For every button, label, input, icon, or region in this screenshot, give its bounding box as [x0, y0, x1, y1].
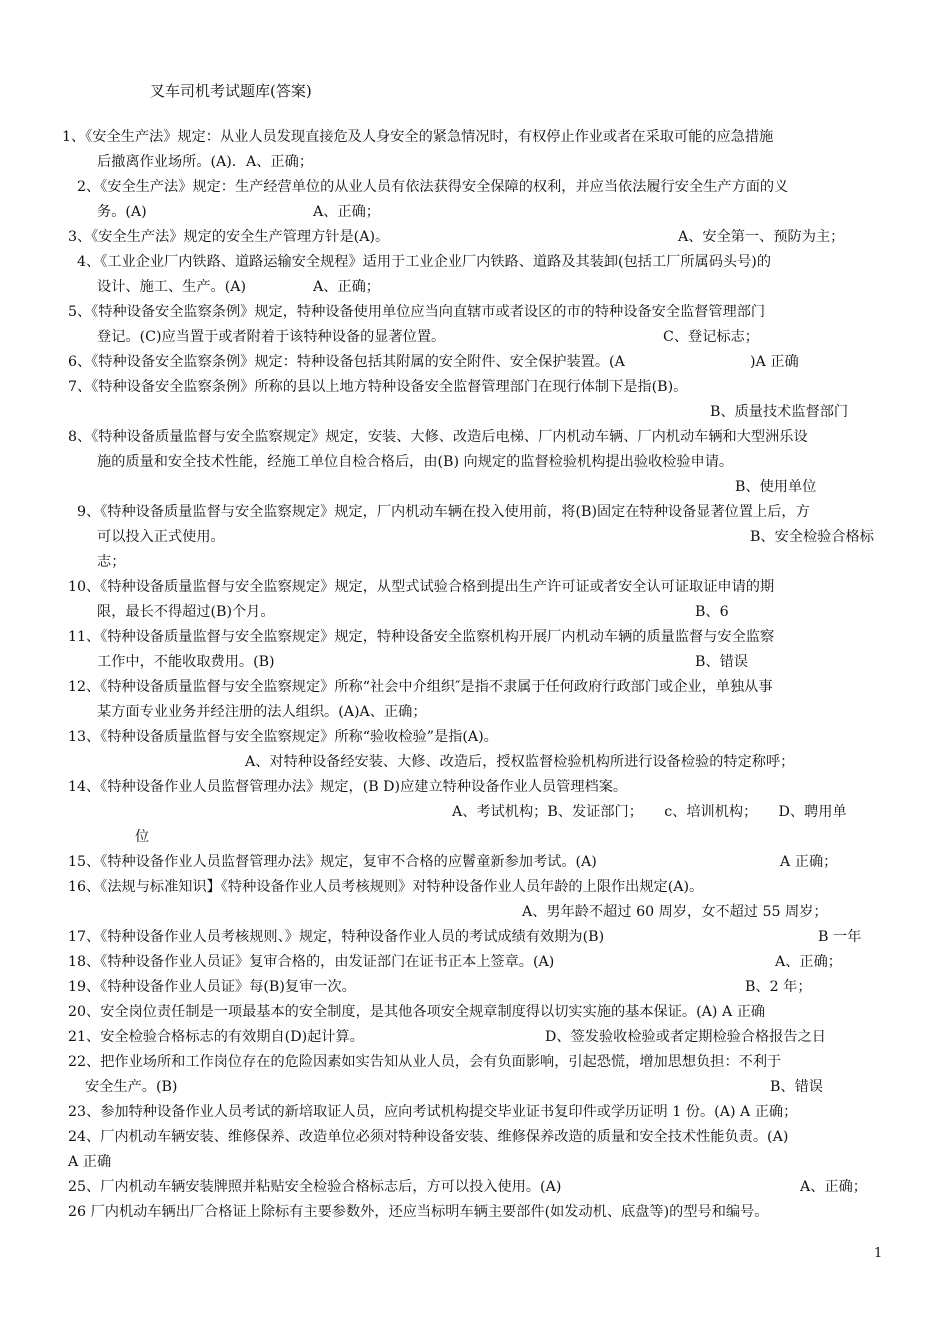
text-line: 务。(A) [97, 204, 147, 220]
text-line: 后撤离作业场所。(A)．A、正确； [97, 154, 314, 170]
text-line: 3、《安全生产法》规定的安全生产管理方针是(A)。 [68, 229, 390, 245]
answer-text: A、男年龄不超过 60 周岁，女不超过 55 周岁； [522, 904, 828, 920]
text-line: 7、《特种设备安全监察条例》所称的县以上地方特种设备安全监督管理部门在现行体制下是指(B)。 [68, 379, 688, 395]
answer-text: B、2 年； [745, 979, 812, 995]
answer-text: B、错误 [695, 654, 748, 670]
answer-text: )A 正确 [750, 354, 799, 370]
text-line: 10、《特种设备质量监督与安全监察规定》规定，从型式试验合格到提出生产许可证或者安全认可证取证申请的期 [68, 579, 775, 595]
answer-text: B、6 [695, 604, 729, 620]
answer-text: B 一年 [818, 929, 862, 945]
text-line: 志； [97, 554, 126, 570]
answer-text: A 正确； [780, 854, 838, 870]
answer-text: A、考试机构；B、发证部门； c、培训机构； D、聘用单 [452, 804, 847, 820]
text-line: 26 厂内机动车辆出厂合格证上除标有主要参数外，还应当标明车辆主要部件(如发动机、底盘等)的型号和编号。 [68, 1204, 769, 1220]
text-line: 13、《特种设备质量监督与安全监察规定》所称“验收检验”是指(A)。 [68, 729, 498, 745]
text-line: 4、《工业企业厂内铁路、道路运输安全规程》适用于工业企业厂内铁路、道路及其装卸(包括工厂所属码头号)的 [77, 254, 772, 270]
answer-text: B、使用单位 [735, 479, 817, 495]
answer-text: C、登记标志； [663, 329, 759, 345]
answer-text: D、签发验收检验或者定期检验合格报告之日 [545, 1029, 826, 1045]
text-line: 安全生产。(B) [85, 1079, 178, 1095]
text-line: 15、《特种设备作业人员监督管理办法》规定，复审不合格的应鬙童新参加考试。(A) [68, 854, 597, 870]
answer-text: A、对特种设备经安装、大修、改造后，授权监督检验机构所进行设备检验的特定称呼； [245, 754, 795, 770]
text-line: 登记。(C)应当置于或者附着于该特种设备的显著位置。 [97, 329, 446, 345]
answer-text: A、正确； [313, 204, 380, 220]
text-line: 19、《特种设备作业人员证》每(B)复审一次。 [68, 979, 356, 995]
text-line: 工作中，不能收取费用。(B) [97, 654, 275, 670]
text-line: 施的质量和安全技术性能，经施工单位自检合格后，由(B) 向规定的监督检验机构提出验收检验申请。 [97, 454, 734, 470]
answer-text: A、正确； [313, 279, 380, 295]
text-line: 21、安全检验合格标志的有效期自(D)起计算。 [68, 1029, 364, 1045]
text-line: 9、《特种设备质量监督与安全监察规定》规定，厂内机动车辆在投入使用前，将(B)固定在特种设备显著位置上后，方 [77, 504, 810, 520]
text-line: 6、《特种设备安全监察条例》规定：特种设备包括其附属的安全附件、安全保护装置。(A [68, 354, 625, 370]
answer-text: B、质量技术监督部门 [710, 404, 849, 420]
text-line: 限，最长不得超过(B)个月。 [97, 604, 275, 620]
text-line: 18、《特种设备作业人员证》复审合格的，由发证部门在证书正本上签章。(A) [68, 954, 555, 970]
text-line: 25、厂内机动车辆安装牌照并粘贴安全检验合格标志后，方可以投入使用。(A) [68, 1179, 562, 1195]
answer-text: A、正确； [800, 1179, 867, 1195]
answer-text: B、安全检验合格标 [750, 529, 874, 545]
text-line: 14、《特种设备作业人员监督管理办法》规定，(B D)应建立特种设备作业人员管理档案。 [68, 779, 628, 795]
text-line: 24、厂内机动车辆安装、维修保养、改造单位必须对特种设备安装、维修保养改造的质量和安全技术性能负责。(A) [68, 1129, 789, 1145]
answer-text: A、正确； [775, 954, 842, 970]
text-line: 位 [135, 829, 150, 845]
answer-text: B、错误 [770, 1079, 823, 1095]
text-line: 某方面专业业务并经注册的法人组织。(A)A、正确； [97, 704, 427, 720]
text-line: 22、把作业场所和工作岗位存在的危险因素如实告知从业人员，会有负面影响，引起恐慌，增加思想负担：不利于 [68, 1054, 782, 1070]
answer-text: A、安全第一、预防为主； [678, 229, 845, 245]
text-line: 12、《特种设备质量监督与安全监察规定》所称“社会中介组织″是指不隶属于任何政府行政部门或企业，单独从事 [68, 679, 773, 695]
text-line: 2、《安全生产法》规定：生产经营单位的从业人员有依法获得安全保障的权利，并应当依法履行安全生产方面的义 [77, 179, 789, 195]
text-line: 16、《法规与标准知识】《特种设备作业人员考核规则》对特种设备作业人员年龄的上限作出规定(A)。 [68, 879, 704, 895]
text-line: 5、《特种设备安全监察条例》规定，特种设备使用单位应当向直辖市或者设区的市的特种设备安全监督管理部门 [68, 304, 766, 320]
text-line: 1、《安全生产法》规定：从业人员发现直接危及人身安全的紧急情况时，有权停止作业或者在采取可能的应急措施 [62, 129, 774, 145]
text-line: 17、《特种设备作业人员考核规则、》规定，特种设备作业人员的考试成绩有效期为(B) [68, 929, 605, 945]
document-title: 叉车司机考试题库(答案) [150, 82, 312, 100]
text-line: 11、《特种设备质量监督与安全监察规定》规定，特种设备安全监察机构开展厂内机动车辆的质量监督与安全监察 [68, 629, 775, 645]
text-line: 可以投入正式使用。 [97, 529, 225, 545]
text-line: 8、《特种设备质量监督与安全监察规定》规定，安装、大修、改造后电梯、厂内机动车辆、厂内机动车辆和大型洲乐设 [68, 429, 808, 445]
text-line: 23、参加特种设备作业人员考试的新培取证人员，应向考试机构提交毕业证书复印件或学历证明 1 份。(A) A 正确； [68, 1104, 798, 1120]
text-line: 20、安全岗位责任制是一项最基本的安全制度，是其他各项安全规章制度得以切实实施的基本保证。(A) A 正确 [68, 1004, 766, 1020]
text-line: 设计、施工、生产。(A) [97, 279, 247, 295]
page-number: 1 [874, 1246, 883, 1261]
text-line: A 正确 [68, 1154, 112, 1170]
